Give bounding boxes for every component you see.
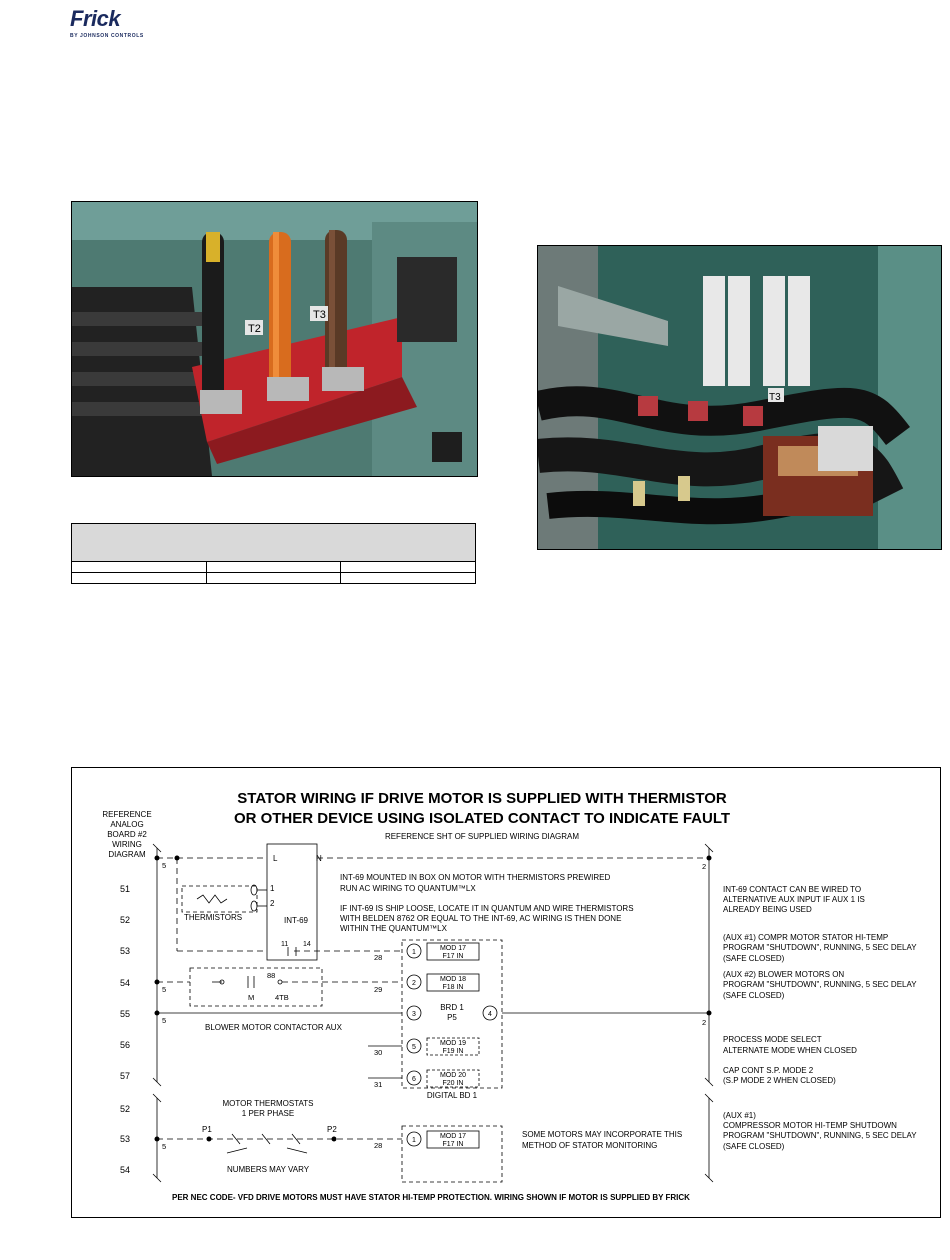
svg-text:(SAFE CLOSED): (SAFE CLOSED) [723,954,785,963]
svg-text:56: 56 [119,1040,131,1050]
svg-text:WITH BELDEN 8762 OR EQUAL TO T: WITH BELDEN 8762 OR EQUAL TO THE INT-69, AC WIRING IS THEN DONE [340,914,622,923]
svg-text:11: 11 [281,941,289,948]
svg-text:REFERENCE: REFERENCE [102,810,152,819]
photo-starter-connections [537,245,942,550]
p2-label: P2 [327,1125,337,1134]
logo-wordmark: Frick [70,6,121,31]
svg-text:52: 52 [119,915,131,925]
svg-text:F18 IN: F18 IN [442,984,464,991]
svg-text:51: 51 [119,884,131,894]
label-t3: T3 [313,309,326,321]
svg-text:COMPRESSOR MOTOR HI-TEMP SHUTD: COMPRESSOR MOTOR HI-TEMP SHUTDOWN [723,1121,897,1130]
svg-text:1: 1 [412,1137,416,1144]
svg-text:1 PER PHASE: 1 PER PHASE [241,1109,295,1118]
svg-text:WIRING: WIRING [112,840,142,849]
contactor-box [190,968,322,1006]
svg-text:ANALOG: ANALOG [110,820,144,829]
svg-text:DIAGRAM: DIAGRAM [108,850,146,859]
svg-text:5: 5 [162,1016,167,1025]
rung-numbers [120,884,130,1175]
svg-text:4TB: 4TB [275,993,289,1002]
svg-text:(AUX #2) BLOWER MOTORS ON: (AUX #2) BLOWER MOTORS ON [723,970,845,979]
brd-label: BRD 1 [440,1003,464,1012]
svg-text:57: 57 [119,1071,131,1081]
svg-text:(AUX #1) COMPR MOTOR STATOR HI: (AUX #1) COMPR MOTOR STATOR HI-TEMP [723,933,889,942]
svg-text:F17 IN: F17 IN [442,953,464,960]
svg-text:2: 2 [702,1018,707,1027]
svg-text:INT-69 CONTACT CAN BE WIRED TO: INT-69 CONTACT CAN BE WIRED TO [723,885,862,894]
svg-text:2: 2 [270,899,275,908]
svg-text:14: 14 [303,941,311,948]
frick-logo [70,8,150,42]
svg-text:MOD 17: MOD 17 [439,1133,467,1140]
svg-text:ALREADY BEING USED: ALREADY BEING USED [723,905,812,914]
stator-wiring-diagram [71,767,941,1218]
photo-motor-terminals [71,201,478,477]
digital-bd-label: DIGITAL BD 1 [426,1091,478,1100]
svg-text:F17 IN: F17 IN [442,1141,464,1148]
svg-text:SOME MOTORS MAY INCORPORATE TH: SOME MOTORS MAY INCORPORATE THIS [522,1130,683,1139]
svg-text:PROCESS MODE SELECT: PROCESS MODE SELECT [723,1035,822,1044]
svg-text:4: 4 [488,1011,492,1018]
logo-tagline: BY JOHNSON CONTROLS [70,33,144,39]
svg-text:BOARD #2: BOARD #2 [107,830,147,839]
svg-text:MOTOR THERMOSTATS: MOTOR THERMOSTATS [222,1099,314,1108]
int69-label: INT-69 [284,916,309,925]
svg-text:MOD 19: MOD 19 [439,1040,467,1047]
svg-text:(SAFE CLOSED): (SAFE CLOSED) [723,991,785,1000]
svg-text:5: 5 [162,985,167,994]
svg-text:54: 54 [119,1165,131,1175]
svg-text:54: 54 [119,978,131,988]
table-cell [341,573,476,584]
mod-num: 2 [412,980,416,987]
table-cell [72,562,207,573]
svg-text:53: 53 [119,1134,131,1144]
mod-num: 1 [412,949,416,956]
svg-text:RUN AC WIRING TO QUANTUM™LX: RUN AC WIRING TO QUANTUM™LX [340,884,476,893]
label-t3-right: T3 [769,392,781,403]
table-cell [72,573,207,584]
label-t2: T2 [248,323,261,335]
svg-text:MOD 18: MOD 18 [439,976,467,983]
svg-text:5: 5 [162,861,167,870]
svg-text:MOD 17: MOD 17 [439,945,467,952]
table-cell [341,562,476,573]
svg-text:28: 28 [374,953,383,962]
p1-label: P1 [202,1125,212,1134]
svg-text:F19 IN: F19 IN [442,1048,464,1055]
svg-text:(S.P MODE 2 WHEN CLOSED): (S.P MODE 2 WHEN CLOSED) [723,1076,836,1085]
svg-text:ALTERNATIVE AUX INPUT IF AUX 1: ALTERNATIVE AUX INPUT IF AUX 1 IS [723,895,865,904]
svg-text:WITHIN THE QUANTUM™LX: WITHIN THE QUANTUM™LX [340,924,447,933]
svg-text:L: L [273,854,278,863]
svg-text:PROGRAM "SHUTDOWN", RUNNING, 5: PROGRAM "SHUTDOWN", RUNNING, 5 SEC DELAY [723,943,917,952]
svg-text:31: 31 [374,1080,383,1089]
svg-text:5: 5 [162,1142,167,1151]
svg-text:1: 1 [270,884,275,893]
svg-text:(SAFE CLOSED): (SAFE CLOSED) [723,1142,785,1151]
svg-text:52: 52 [119,1104,131,1114]
svg-text:INT-69 MOUNTED IN BOX ON MOTOR: INT-69 MOUNTED IN BOX ON MOTOR WITH THERMISTORS PREWIRED [340,873,611,882]
thermistor-box [182,886,257,912]
svg-text:88: 88 [267,971,276,980]
svg-text:MOD 20: MOD 20 [439,1072,467,1079]
svg-text:P5: P5 [447,1013,457,1022]
svg-text:IF INT-69 IS SHIP LOOSE, LOCAT: IF INT-69 IS SHIP LOOSE, LOCATE IT IN QUANTUM AND WIRE THERMISTORS [340,904,634,913]
svg-text:METHOD OF STATOR MONITORING: METHOD OF STATOR MONITORING [522,1141,658,1150]
mod-num: 6 [412,1076,416,1083]
diagram-title-line1: STATOR WIRING IF DRIVE MOTOR IS SUPPLIED WITH THERMISTOR [237,790,727,807]
svg-text:PROGRAM "SHUTDOWN", RUNNING, 5: PROGRAM "SHUTDOWN", RUNNING, 5 SEC DELAY [723,1131,917,1140]
svg-text:(AUX #1): (AUX #1) [723,1111,756,1120]
table-cell [206,562,341,573]
reference-block [102,810,151,859]
svg-text:F20 IN: F20 IN [442,1080,464,1087]
svg-text:M: M [248,993,255,1002]
svg-text:2: 2 [702,862,707,871]
svg-text:55: 55 [119,1009,131,1019]
reference-sht: REFERENCE SHT OF SUPPLIED WIRING DIAGRAM [384,832,580,841]
blower-aux-label: BLOWER MOTOR CONTACTOR AUX [205,1023,342,1032]
svg-text:53: 53 [119,946,131,956]
thermistors-label: THERMISTORS [184,913,243,922]
svg-text:CAP CONT S.P. MODE 2: CAP CONT S.P. MODE 2 [723,1066,814,1075]
spec-table [71,523,476,584]
diagram-title-line2: OR OTHER DEVICE USING ISOLATED CONTACT TO INDICATE FAULT [233,810,731,827]
nec-footer: PER NEC CODE- VFD DRIVE MOTORS MUST HAVE STATOR HI-TEMP PROTECTION. WIRING SHOWN IF MOTOR IS SUPPLIED BY FRICK [172,1193,690,1202]
svg-text:PROGRAM "SHUTDOWN", RUNNING, 5: PROGRAM "SHUTDOWN", RUNNING, 5 SEC DELAY [723,980,917,989]
table-header [72,524,476,562]
svg-text:28: 28 [374,1141,383,1150]
svg-text:3: 3 [412,1011,416,1018]
svg-text:30: 30 [374,1048,383,1057]
table-cell [206,573,341,584]
svg-text:ALTERNATE MODE WHEN CLOSED: ALTERNATE MODE WHEN CLOSED [723,1046,857,1055]
svg-text:29: 29 [374,985,383,994]
mod-num: 5 [412,1044,416,1051]
svg-text:N: N [316,854,322,863]
numbers-vary-label: NUMBERS MAY VARY [226,1165,310,1174]
